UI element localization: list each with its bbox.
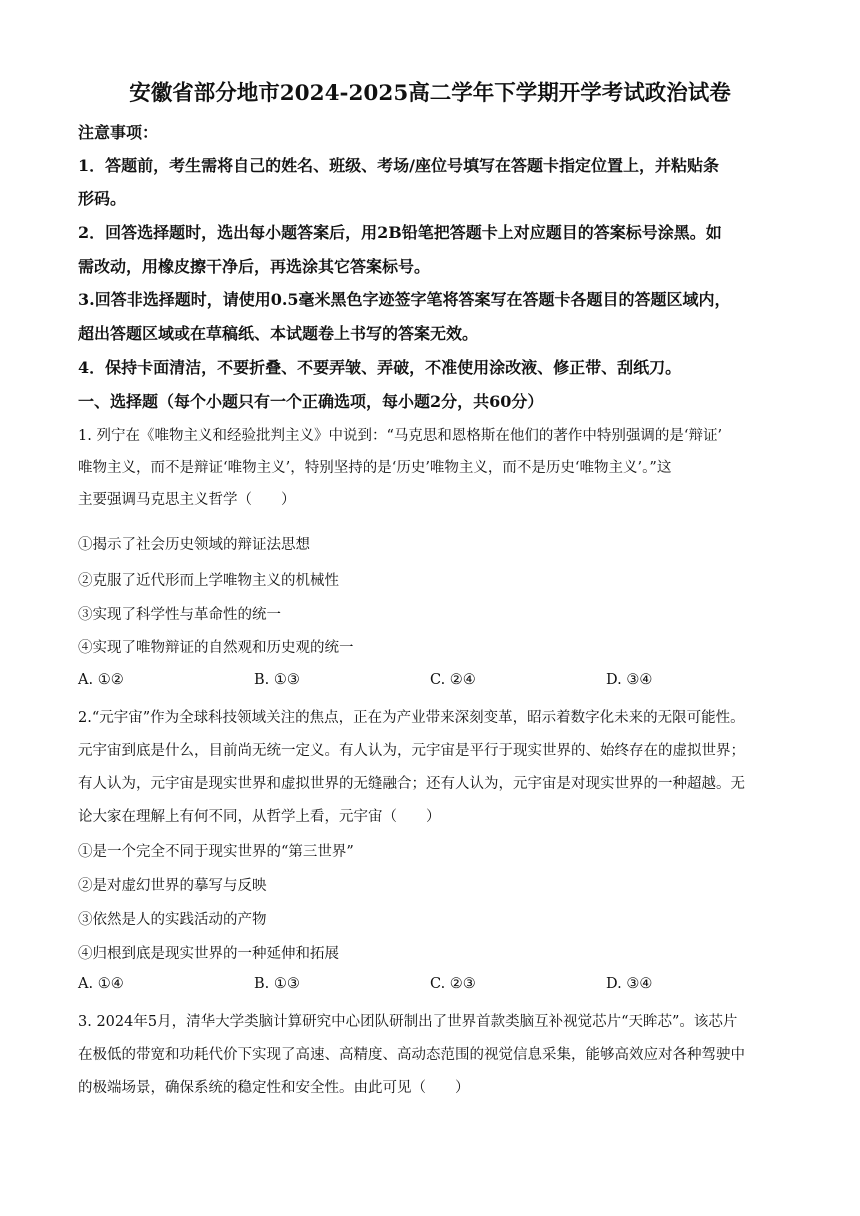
question-1-item: ①揭示了社会历史领域的辩证法思想 — [78, 537, 310, 553]
option-c: C. ②④ — [430, 672, 476, 688]
question-2-item: ①是一个完全不同于现实世界的“第三世界” — [78, 844, 354, 860]
option-b: B. ①③ — [254, 976, 300, 992]
notice-line: 3.回答非选择题时，请使用0.5毫米黑色字迹签字笔将答案写在答题卡各题目的答题区域内， — [78, 290, 731, 309]
question-3-stem: 3. 2024年5月，清华大学类脑计算研究中心团队研制出了世界首款类脑互补视觉芯片“天眸芯”。该芯片 — [78, 1014, 738, 1030]
question-1-item: ④实现了唯物辩证的自然观和历史观的统一 — [78, 640, 354, 656]
exam-title: 安徽省部分地市2024-2025高二学年下学期开学考试政治试卷 — [129, 81, 731, 106]
notice-heading: 注意事项： — [78, 123, 159, 142]
option-d: D. ③④ — [606, 976, 653, 992]
question-1-item: ③实现了科学性与革命性的统一 — [78, 607, 281, 623]
notice-line: 需改动，用橡皮擦干净后，再选涂其它答案标号。 — [78, 257, 431, 276]
question-1-item: ②克服了近代形而上学唯物主义的机械性 — [78, 573, 339, 589]
question-2-item: ③依然是人的实践活动的产物 — [78, 912, 267, 928]
question-2-stem: 元宇宙到底是什么，目前尚无统一定义。有人认为，元宇宙是平行于现实世界的、始终存在的虚拟世界； — [78, 743, 745, 759]
question-2-stem: 有人认为，元宇宙是现实世界和虚拟世界的无缝融合；还有人认为，元宇宙是对现实世界的一种超越。无 — [78, 776, 745, 792]
option-d: D. ③④ — [606, 672, 653, 688]
question-3-stem: 的极端场景，确保系统的稳定性和安全性。由此可见（ ） — [78, 1080, 470, 1096]
question-3-stem: 在极低的带宽和功耗代价下实现了高速、高精度、高动态范围的视觉信息采集，能够高效应对各种驾驶中 — [78, 1047, 745, 1063]
option-c: C. ②③ — [430, 976, 476, 992]
notice-line: 2．回答选择题时，选出每小题答案后，用2B铅笔把答题卡上对应题目的答案标号涂黑。如 — [78, 223, 722, 242]
question-1-stem: 1. 列宁在《唯物主义和经验批判主义》中说到：“马克思和恩格斯在他们的著作中特别强调的是‘辩证’ — [78, 428, 723, 444]
notice-line: 形码。 — [78, 189, 127, 208]
option-a: A. ①② — [78, 672, 124, 688]
question-1-stem: 唯物主义，而不是辩证‘唯物主义’，特别坚持的是‘历史’唯物主义，而不是历史‘唯物主义’。”这 — [78, 460, 672, 476]
notice-line: 超出答题区域或在草稿纸、本试题卷上书写的答案无效。 — [78, 324, 479, 343]
question-1-stem: 主要强调马克思主义哲学（ ） — [78, 492, 296, 508]
notice-line: 4．保持卡面清洁，不要折叠、不要弄皱、弄破，不准使用涂改液、修正带、刮纸刀。 — [78, 358, 682, 377]
section-heading: 一、选择题（每个小题只有一个正确选项，每小题2分，共60分） — [78, 392, 544, 411]
option-a: A. ①④ — [78, 976, 124, 992]
question-2-stem: 论大家在理解上有何不同，从哲学上看，元宇宙（ ） — [78, 809, 441, 825]
question-2-item: ④归根到底是现实世界的一种延伸和拓展 — [78, 946, 339, 962]
option-b: B. ①③ — [254, 672, 300, 688]
question-2-item: ②是对虚幻世界的摹写与反映 — [78, 878, 267, 894]
question-2-stem: 2.“元宇宙”作为全球科技领域关注的焦点，正在为产业带来深刻变革，昭示着数字化未来的无限可能性。 — [78, 710, 745, 726]
notice-line: 1．答题前，考生需将自己的姓名、班级、考场/座位号填写在答题卡指定位置上，并粘贴条 — [78, 156, 719, 175]
